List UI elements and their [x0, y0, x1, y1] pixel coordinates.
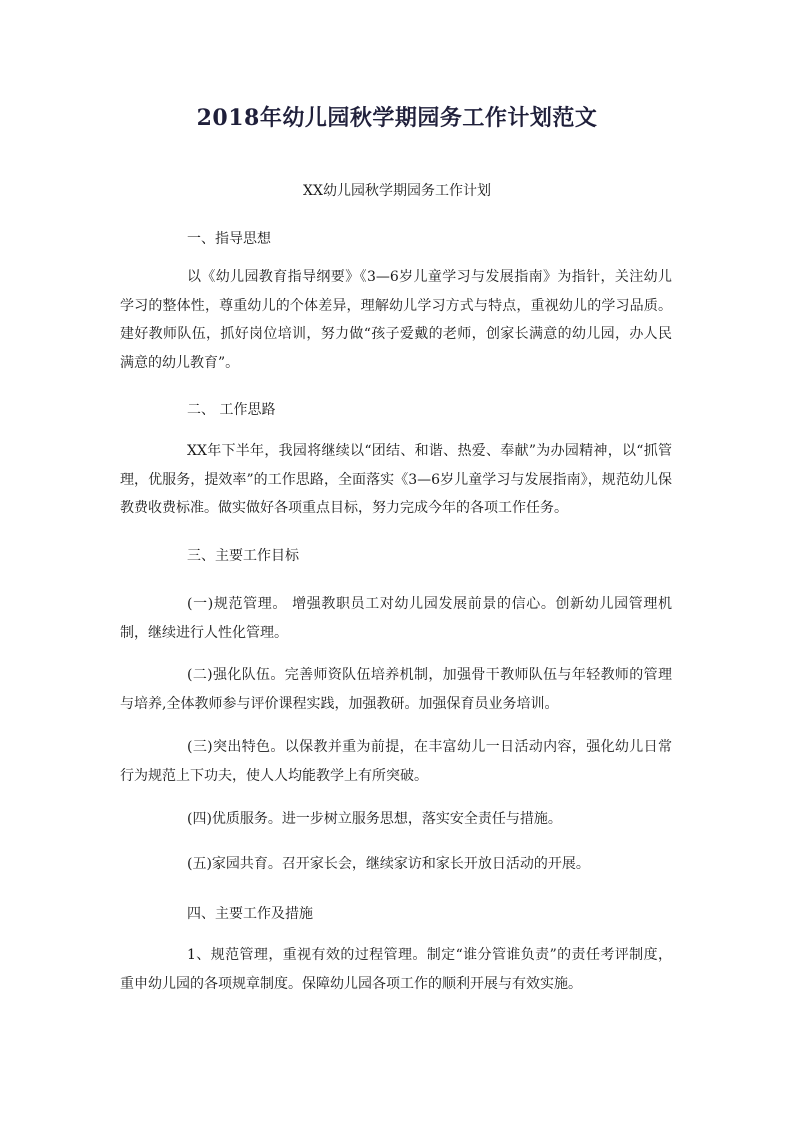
- section-heading-3: 三、主要工作目标: [187, 548, 299, 564]
- document-title: 2018年幼儿园秋学期园务工作计划范文: [196, 105, 598, 131]
- paragraph-measure-1: 1、规范管理，重视有效的过程管理。制定“谁分管谁负责”的责任考评制度，重申幼儿园的各项规章制度。保障幼儿园各项工作的顺利开展与有效实施。: [120, 947, 672, 992]
- paragraph-goal-1: (一)规范管理。 增强教职员工对幼儿园发展前景的信心。创新幼儿园管理机制，继续进行人性化管理。: [120, 596, 672, 641]
- section-heading-2: 二、 工作思路: [187, 402, 276, 418]
- section-heading-1: 一、指导思想: [187, 231, 271, 247]
- paragraph-goal-4: (四)优质服务。进一步树立服务思想，落实安全责任与措施。: [187, 811, 562, 827]
- paragraph-goal-5: (五)家园共育。召开家长会，继续家访和家长开放日活动的开展。: [187, 856, 590, 872]
- document-subtitle: XX幼儿园秋学期园务工作计划: [303, 183, 491, 199]
- paragraph-goal-2: (二)强化队伍。完善师资队伍培养机制，加强骨干教师队伍与年轻教师的管理与培养,全体教师参与评价课程实践，加强教研。加强保育员业务培训。: [120, 667, 672, 712]
- section-heading-4: 四、主要工作及措施: [187, 906, 313, 922]
- paragraph-work-approach: XX年下半年，我园将继续以“团结、和谐、热爱、奉献”为办园精神，以“抓管理，优服务，提效率”的工作思路，全面落实《3—6岁儿童学习与发展指南》，规范幼儿保教费收费标准。做实做好各项重点目标，努力完成今年的各项工作任务。: [120, 443, 672, 516]
- paragraph-goal-3: (三)突出特色。以保教并重为前提，在丰富幼儿一日活动内容，强化幼儿日常行为规范上下功夫，使人人均能教学上有所突破。: [120, 739, 672, 784]
- paragraph-guiding-thought: 以《幼儿园教育指导纲要》《3—6岁儿童学习与发展指南》为指针，关注幼儿学习的整体性，尊重幼儿的个体差异，理解幼儿学习方式与特点，重视幼儿的学习品质。建好教师队伍，抓好岗位培训，努力做“孩子爱戴的老师，创家长满意的幼儿园，办人民满意的幼儿教育”。: [120, 269, 672, 371]
